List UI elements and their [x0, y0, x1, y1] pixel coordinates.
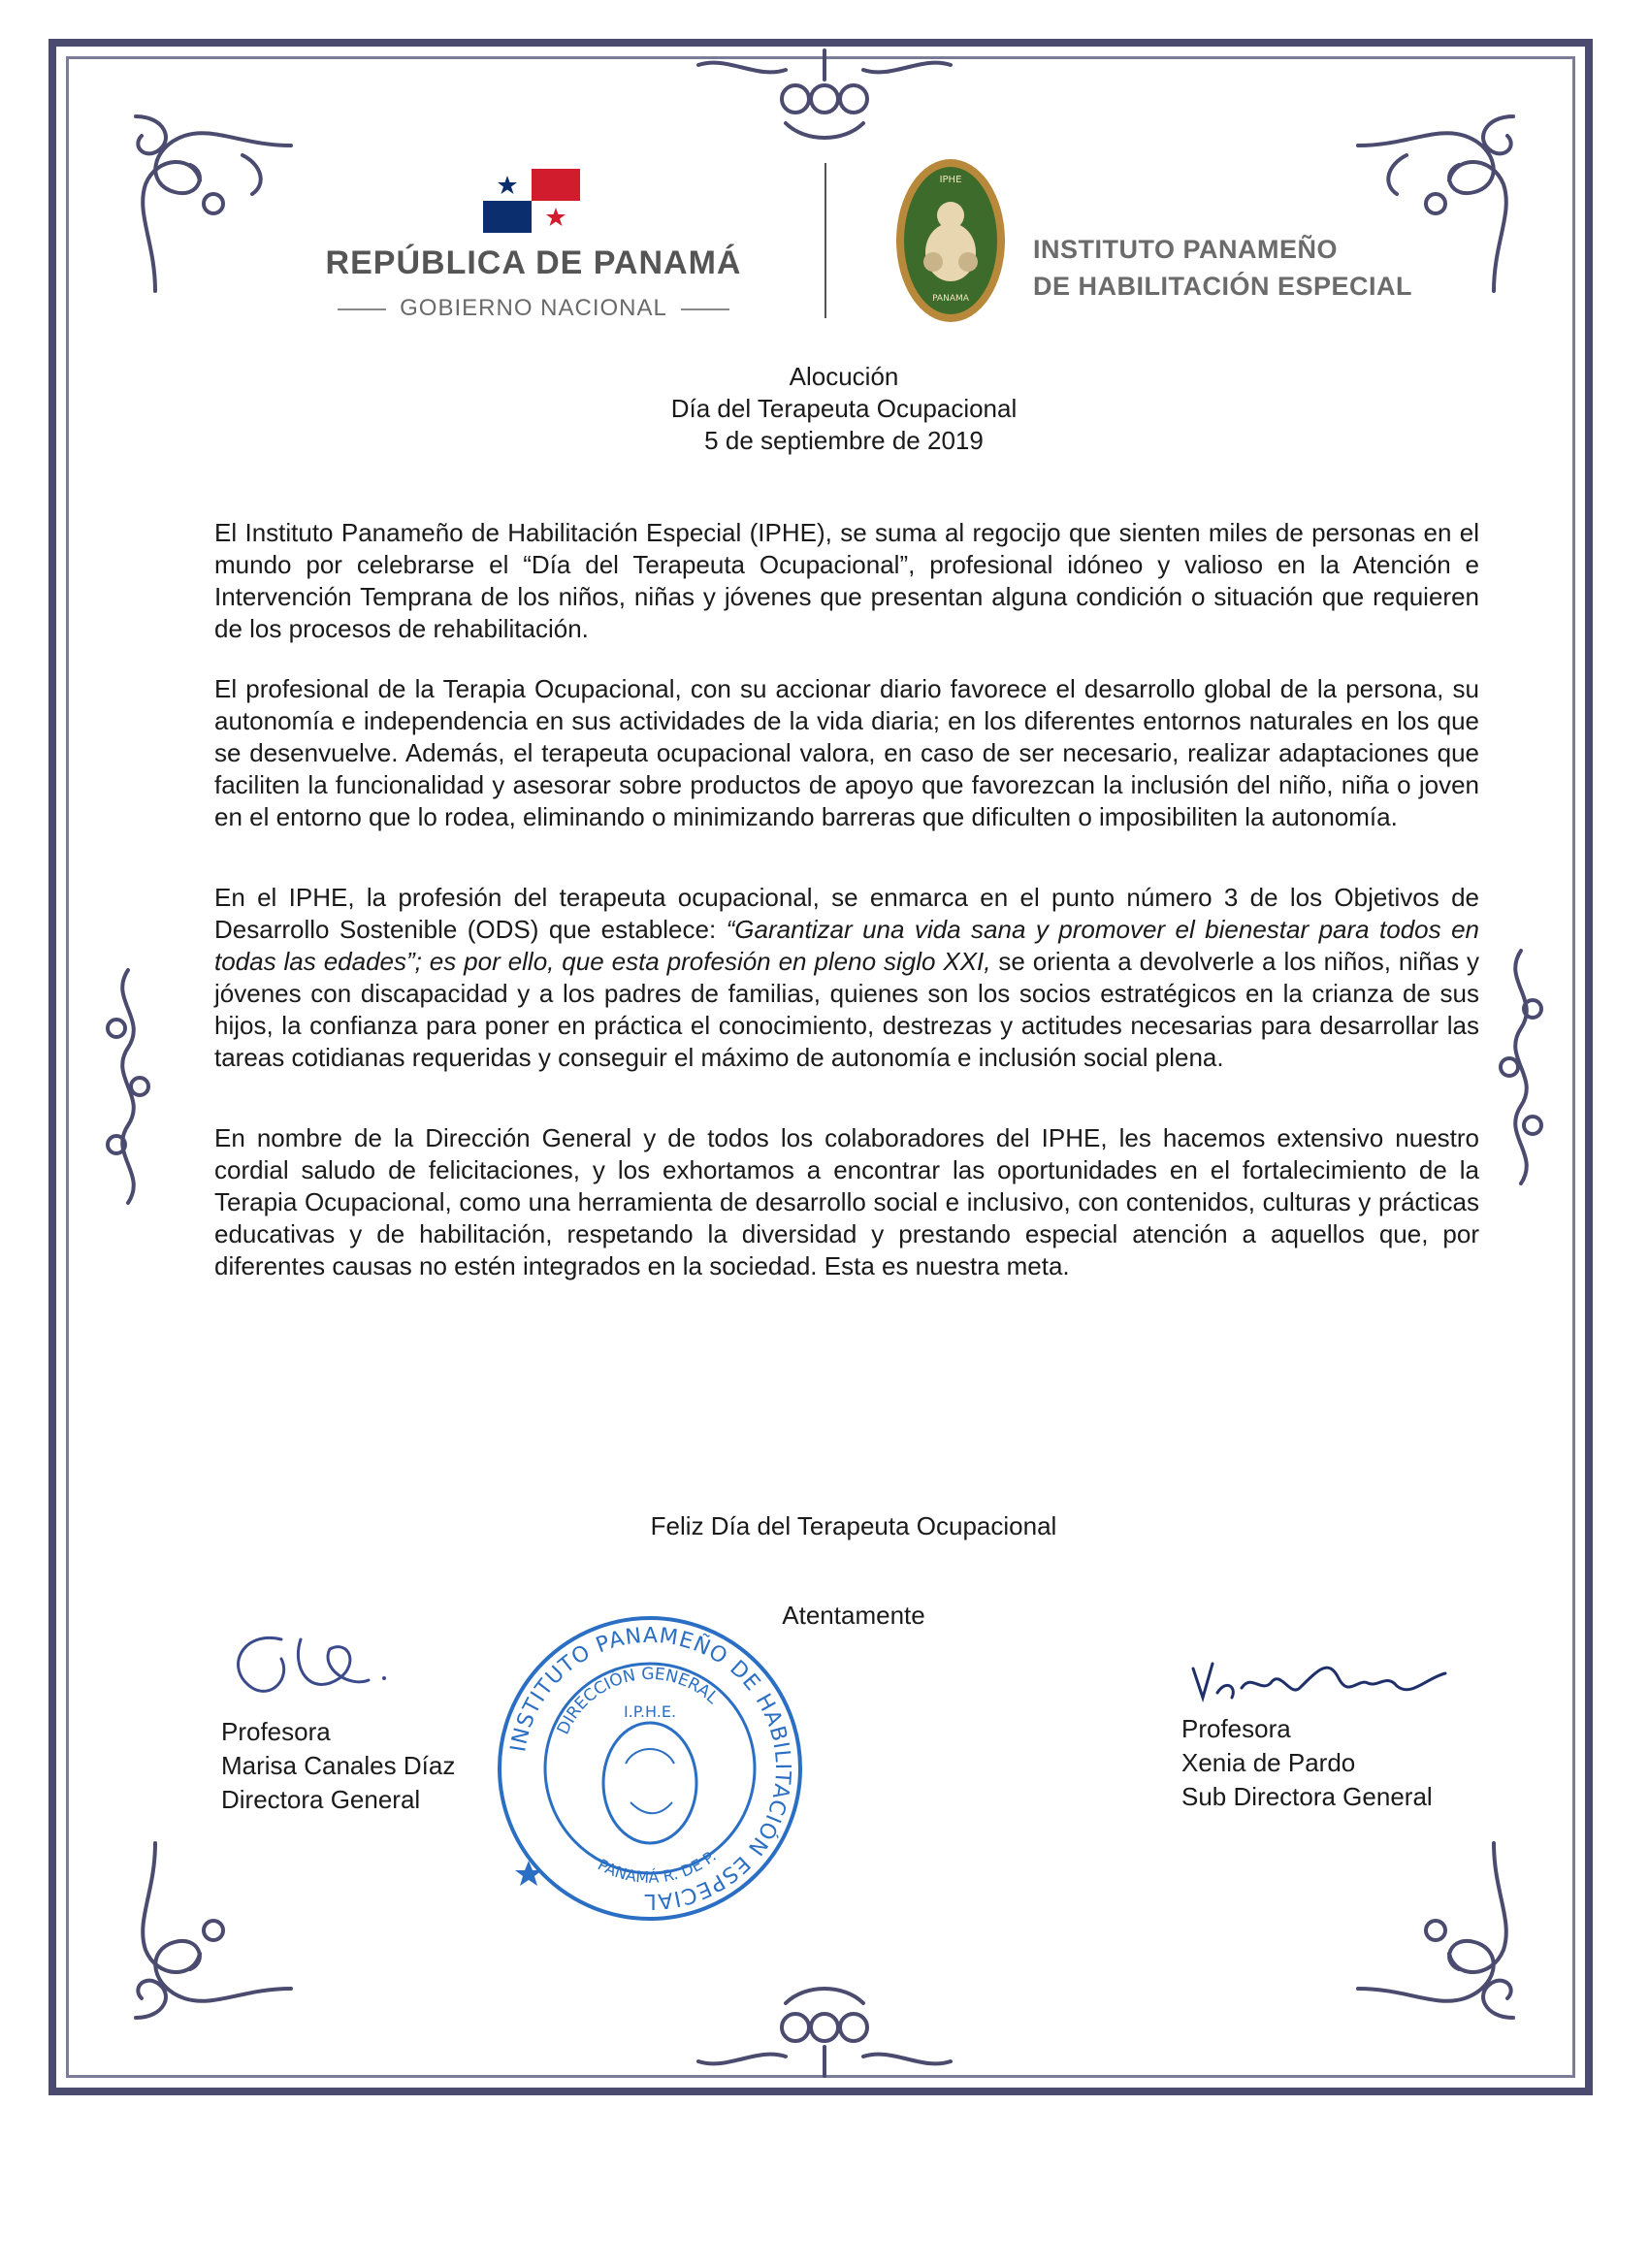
country-name: REPÚBLICA DE PANAMÁ	[325, 244, 742, 281]
government-header	[291, 165, 776, 330]
signature-left-icon	[213, 1620, 407, 1717]
seal-outer-text: INSTITUTO PANAMEÑO DE HABILITACIÓN ESPECIAL	[506, 1623, 795, 1914]
paragraph-3-rest: se orienta a devolverle a los niños, niñas y jóvenes con discapacidad y a los padres de familias, quienes son los socios estratégicos en la crianza de sus hijos, la confianza para poner en práctica el conocimiento, destrezas y actitudes necesarias para desarrollar las tareas cotidianas requeridas y conseguir el máximo de autonomía e inclusión social plena.	[214, 947, 1479, 1072]
closing-greeting: Feliz Día del Terapeuta Ocupacional	[650, 1511, 1057, 1540]
paragraph-3-quote: “Garantizar una vida sana y promover el bienestar para todos en todas las edades”; es por ello, que esta profesión en pleno siglo XXI,	[214, 915, 1479, 976]
government-label-row	[291, 295, 776, 322]
paragraph-3	[214, 882, 1479, 1074]
signatory-left	[221, 1715, 455, 1817]
title-line1: Alocución	[789, 362, 899, 391]
panama-flag-icon	[483, 169, 580, 233]
document-title	[485, 361, 1203, 457]
signatory-left-role: Profesora	[221, 1717, 331, 1746]
corner-ornament-bottom-left-icon	[97, 1824, 330, 2047]
signatory-left-name: Marisa Canales Díaz	[221, 1751, 456, 1780]
signatory-right-name: Xenia de Pardo	[1181, 1748, 1356, 1777]
closing-atentamente: Atentamente	[782, 1601, 925, 1630]
institute-name	[1033, 231, 1440, 305]
paragraph-4: En nombre de la Dirección General y de todos los colaboradores del IPHE, les hacemos extensivo nuestro cordial saludo de felicitaciones, y los exhortamos a encontrar las oportunidades en el fortalecimiento de la Terapia Ocupacional, como una herramienta de desarrollo social e inclusivo, con contenidos, culturas y prácticas educativas y de habilitación, respetando la diversidad y prestando especial atención a aquellos que, por diferentes causas no estén integrados en la sociedad. Esta es nuestra meta.	[214, 1123, 1479, 1280]
seal-inner-text: DIRECCIÓN GENERAL	[553, 1664, 723, 1738]
corner-ornament-bottom-right-icon	[1319, 1824, 1552, 2047]
official-seal-stamp	[490, 1608, 810, 1928]
signatory-right-title: Sub Directora General	[1181, 1782, 1433, 1811]
right-side-ornament-icon	[1482, 941, 1560, 1193]
iphe-logo	[892, 155, 1009, 326]
letter-body	[214, 517, 1479, 1311]
government-label: GOBIERNO NACIONAL	[400, 295, 667, 321]
signature-right-icon	[1183, 1639, 1474, 1717]
seal-bottom-text: PANAMÁ R. DE P.	[595, 1846, 720, 1887]
top-center-ornament-icon	[679, 41, 970, 147]
paragraph-2: El profesional de la Terapia Ocupacional, con su accionar diario favorece el desarrollo global de la persona, su autonomía e independencia en sus actividades de la vida diaria; en los diferentes entornos naturales en los que se desenvuelve. Además, el terapeuta ocupacional valora, en caso de ser necesario, realizar adaptaciones que faciliten la funcionalidad y asesorar sobre productos de apoyo que favorezcan la inclusión del niño, niña o joven en el entorno que lo rodea, eliminando o minimizando barreras que dificulten o imposibiliten la autonomía.	[214, 674, 1479, 831]
paragraph-3-intro: En el IPHE, la profesión del terapeuta ocupacional, se enmarca en el punto número 3 de los Objetivos de Desarrollo Sostenible (ODS) que establece:	[214, 883, 1479, 944]
dash-right	[681, 308, 729, 310]
title-line2: Día del Terapeuta Ocupacional	[670, 394, 1018, 423]
title-date: 5 de septiembre de 2019	[704, 426, 984, 455]
header-divider	[824, 163, 826, 318]
dash-left	[338, 308, 386, 310]
left-side-ornament-icon	[89, 960, 167, 1213]
institute-name-line1: INSTITUTO PANAMEÑO	[1033, 235, 1339, 264]
institute-name-line2: DE HABILITACIÓN ESPECIAL	[1033, 272, 1413, 301]
bottom-center-ornament-icon	[679, 1979, 970, 2086]
paragraph-1: El Instituto Panameño de Habilitación Especial (IPHE), se suma al regocijo que sienten miles de personas en el mundo por celebrarse el “Día del Terapeuta Ocupacional”, profesional idóneo y valioso en la Atención e Intervención Temprana de los niños, niñas y jóvenes que presentan alguna condición o situación que requieren de los procesos de rehabilitación.	[214, 518, 1479, 643]
logo-bottom-text: PANAMA	[932, 294, 969, 304]
signatory-right	[1181, 1712, 1433, 1814]
signatory-right-role: Profesora	[1181, 1714, 1291, 1743]
signatory-left-title: Directora General	[221, 1785, 421, 1814]
seal-abbr: I.P.H.E.	[623, 1702, 677, 1721]
logo-top-text: IPHE	[939, 175, 962, 185]
